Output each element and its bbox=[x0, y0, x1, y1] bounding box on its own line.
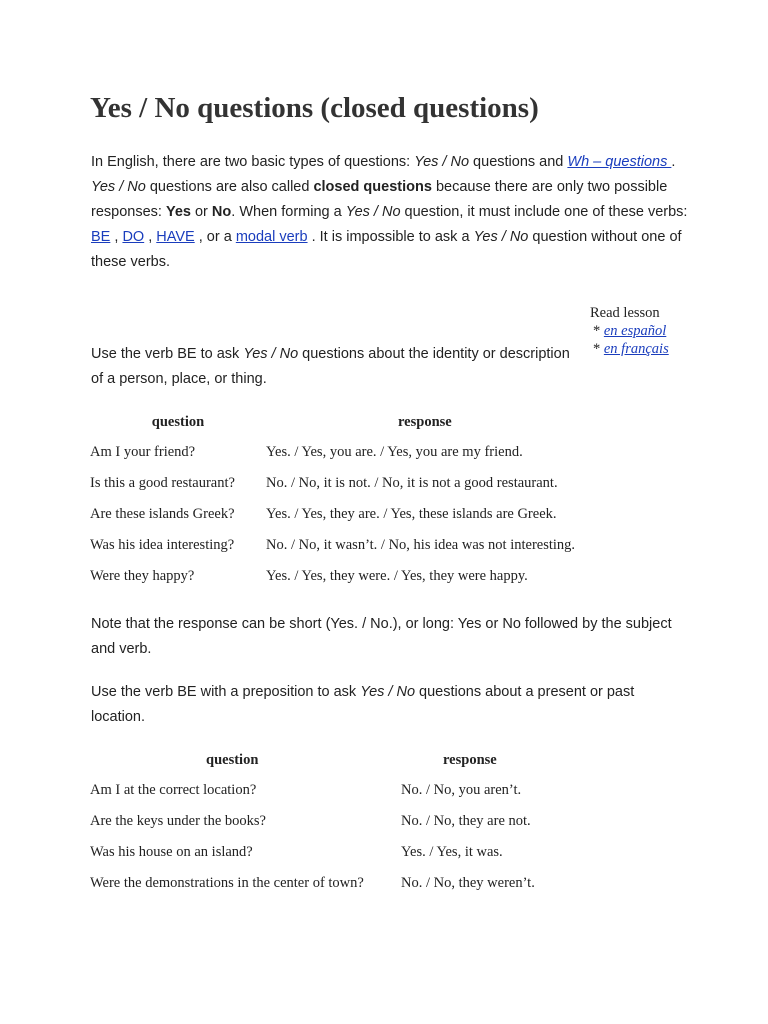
response-cell: No. / No, it is not. / No, it is not a good restaurant. bbox=[266, 475, 558, 491]
response-cell: No. / No, they are not. bbox=[401, 813, 531, 829]
have-link[interactable]: HAVE bbox=[156, 229, 195, 245]
french-lesson-link[interactable]: en français bbox=[603, 341, 669, 357]
table-header-row bbox=[90, 745, 621, 775]
wh-questions-link[interactable]: Wh – questions bbox=[567, 154, 672, 170]
note-paragraph: Note that the response can be short (Yes. / No.), or long: Yes or No followed by the subject and verb. bbox=[91, 616, 672, 657]
table-row bbox=[90, 837, 621, 868]
response-cell: No. / No, it wasn’t. / No, his idea was not interesting. bbox=[266, 537, 576, 553]
table-row bbox=[90, 530, 596, 561]
question-cell: Were they happy? bbox=[90, 568, 195, 584]
be-intro-paragraph bbox=[91, 342, 581, 392]
preposition-intro-paragraph bbox=[91, 680, 691, 730]
question-cell: Is this a good restaurant? bbox=[90, 475, 235, 491]
response-cell: Yes. / Yes, they are. / Yes, these islands are Greek. bbox=[266, 506, 557, 522]
bullet-star: * bbox=[593, 341, 604, 357]
spanish-lesson-link[interactable]: en español bbox=[603, 323, 667, 339]
intro-text: . When forming a bbox=[231, 204, 346, 220]
table-row bbox=[90, 806, 621, 837]
read-lesson-item bbox=[590, 340, 669, 358]
intro-text: In English, there are two basic types of questions: bbox=[91, 154, 415, 170]
response-cell: Yes. / Yes, they were. / Yes, they were happy. bbox=[266, 568, 528, 584]
yes-term: Yes bbox=[165, 204, 191, 220]
do-link[interactable]: DO bbox=[122, 229, 145, 245]
read-lesson-item bbox=[590, 322, 669, 340]
be-link[interactable]: BE bbox=[91, 229, 111, 245]
question-cell: Was his idea interesting? bbox=[90, 537, 235, 553]
yes-no-term: Yes / No bbox=[414, 154, 470, 170]
intro-text: questions are also called bbox=[145, 179, 314, 195]
yes-no-term: Yes / No bbox=[345, 204, 401, 220]
question-cell: Was his house on an island? bbox=[90, 844, 253, 860]
table-row bbox=[90, 868, 621, 899]
response-cell: No. / No, they weren’t. bbox=[401, 875, 535, 891]
intro-separator: , bbox=[144, 229, 157, 245]
intro-text: question, it must include one of these verbs: bbox=[400, 204, 688, 220]
question-cell: Are these islands Greek? bbox=[90, 506, 235, 522]
question-column-header: question bbox=[151, 413, 205, 430]
intro-text: questions and bbox=[469, 154, 568, 170]
yes-no-term: Yes / No bbox=[91, 179, 146, 195]
intro-separator: , or a bbox=[194, 229, 236, 245]
question-cell: Am I your friend? bbox=[90, 444, 196, 460]
modal-verb-link[interactable]: modal verb bbox=[235, 229, 308, 245]
table-row bbox=[90, 561, 596, 592]
intro-text: . bbox=[671, 154, 676, 170]
yes-no-term: Yes / No bbox=[473, 229, 529, 245]
prep-intro-text: Use the verb BE with a preposition to ask bbox=[91, 684, 361, 700]
bullet-star: * bbox=[593, 323, 604, 339]
closed-questions-term: closed questions bbox=[313, 179, 432, 195]
intro-text: . It is impossible to ask a bbox=[307, 229, 474, 245]
intro-text: or bbox=[190, 204, 212, 220]
table-row bbox=[90, 437, 596, 468]
intro-text: because there are only two possible responses: bbox=[91, 179, 668, 220]
be-intro-text: Use the verb BE to ask bbox=[91, 346, 244, 362]
no-term: No bbox=[211, 204, 232, 220]
read-lesson-label: Read lesson bbox=[590, 305, 660, 321]
intro-text: question without one of these verbs. bbox=[91, 229, 682, 270]
table-row bbox=[90, 468, 596, 499]
response-column-header: response bbox=[443, 751, 497, 768]
response-column-header: response bbox=[398, 413, 452, 430]
question-cell: Are the keys under the books? bbox=[90, 813, 266, 829]
page-title: Yes / No questions (closed questions) bbox=[90, 92, 539, 124]
response-cell: No. / No, you aren’t. bbox=[401, 782, 522, 798]
table-header-row bbox=[90, 407, 596, 437]
intro-separator: , bbox=[110, 229, 123, 245]
response-cell: Yes. / Yes, you are. / Yes, you are my friend. bbox=[266, 444, 523, 460]
question-cell: Am I at the correct location? bbox=[90, 782, 257, 798]
be-location-table bbox=[90, 745, 621, 899]
prep-intro-text: questions about a present or past location. bbox=[91, 684, 635, 725]
intro-paragraph bbox=[91, 150, 691, 275]
response-cell: Yes. / Yes, it was. bbox=[401, 844, 503, 860]
read-lesson-box bbox=[590, 304, 669, 358]
yes-no-term: Yes / No bbox=[360, 684, 416, 700]
yes-no-term: Yes / No bbox=[243, 346, 299, 362]
be-intro-text: questions about the identity or description of a person, place, or thing. bbox=[91, 346, 570, 387]
question-column-header: question bbox=[206, 751, 259, 768]
question-cell: Were the demonstrations in the center of town? bbox=[90, 875, 364, 891]
table-row bbox=[90, 499, 596, 530]
table-row bbox=[90, 775, 621, 806]
be-identity-table bbox=[90, 407, 596, 592]
